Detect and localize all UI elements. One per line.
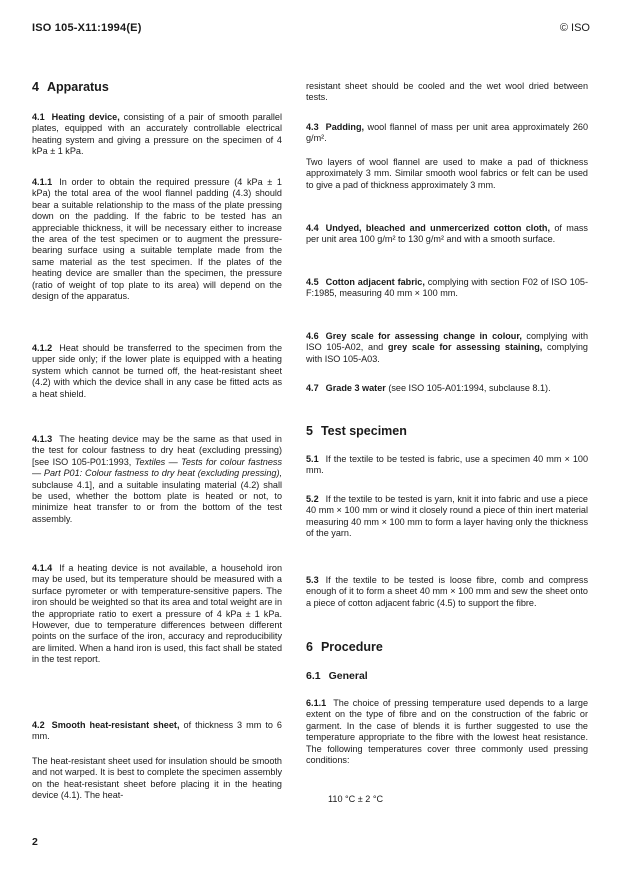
clause-6-1-1: 6.1.1 The choice of pressing temperature used depends to a large extent on the type of fibre and on the construction of the fabric or garment. In the case of blends it is further suggested to use the temperature appropriate to the fibre with the lowest heat resistance. The following temperatures cover three commonly used pressing conditions: [306, 698, 588, 766]
clause-4-1: 4.1 Heating device, consisting of a pair of smooth parallel plates, equipped with an accurately controllable electrical heating system and giving a pressure on the specimen of 4 kPa ± 1 kPa. [32, 112, 282, 157]
copyright-notice: © ISO [559, 22, 590, 34]
clause-4-1-2: 4.1.2 Heat should be transferred to the specimen from the upper side only; if the lower plate is equipped with a heating system which cannot be turned off, the heat-resistant sheet (4.2) with which the device shall in any case be fitted acts as a heat shield. [32, 343, 282, 399]
clause-5-2: 5.2 If the textile to be tested is yarn, knit it into fabric and use a piece 40 mm × 100 mm or wind it closely round a piece of thin inert material measuring 40 mm × 100 mm to form a layer having only the thickness of the yarn. [306, 494, 588, 539]
clause-4-6: 4.6 Grey scale for assessing change in colour, complying with ISO 105-A02, and grey scale for assessing staining, complying with ISO 105-A03. [306, 331, 589, 364]
section-5-heading: 5 Test specimen [306, 424, 407, 438]
clause-4-1-3: 4.1.3 The heating device may be the same as that used in the test for colour fastness to dry heat (excluding pressing) [see ISO 105-P01:1993, Textiles — Tests for colour fastness — Part P01: Colour fastness to dry heat (excluding pressing), subclause 4.1], and a suitable insulating material (4.2) shall be used, whether the bottom plate is heated or not, to minimize heat transfer to or from the bottom of the test assembly. [32, 434, 282, 524]
clause-4-7: 4.7 Grade 3 water (see ISO 105-A01:1994, subclause 8.1). [306, 383, 551, 393]
clause-5-1: 5.1 If the textile to be tested is fabric, use a specimen 40 mm × 100 mm. [306, 454, 588, 476]
section-6-heading: 6 Procedure [306, 640, 383, 654]
clause-4-2-body: The heat-resistant sheet used for insulation should be smooth and not warped. It is best to complete the specimen assembly on the heat-resistant sheet before placing it in the heating device (4.1). The heat- [32, 756, 282, 801]
clause-4-3-body: Two layers of wool flannel are used to make a pad of thickness approximately 3 mm. Similar smooth wool fabrics or felt can be used to give a pad of thickness approximately 3 mm. [306, 157, 588, 190]
section-6-1-heading: 6.1 General [306, 670, 368, 682]
temperature-option-1: 110 °C ± 2 °C [328, 794, 384, 804]
clause-4-1-4: 4.1.4 If a heating device is not available, a household iron may be used, but its temperature should be measured with a surface pyrometer or with temperature-sensitive papers. The iron should be weighted so that its area and total weight are in the appropriate ratio to exert a pressure of 4 kPa ± 1 kPa. However, due to temperature differences between different points on the surface of the iron, accuracy and reproducibility are limited. When a hand iron is used, this fact shall be stated in the test report. [32, 563, 282, 665]
clause-4-4: 4.4 Undyed, bleached and unmercerized cotton cloth, of mass per unit area 100 g/m² to 130 g/m² and with a smooth surface. [306, 223, 588, 245]
section-4-heading: 4 Apparatus [32, 80, 109, 94]
clause-4-2-continuation: resistant sheet should be cooled and the wet wool dried between tests. [306, 81, 588, 103]
standard-designation: ISO 105-X11:1994(E) [32, 22, 142, 34]
clause-4-2: 4.2 Smooth heat-resistant sheet, of thickness 3 mm to 6 mm. [32, 720, 282, 742]
clause-5-3: 5.3 If the textile to be tested is loose fibre, comb and compress enough of it to form a sheet 40 mm × 100 mm and sew the sheet onto a piece of cotton adjacent fabric (4.5) to support the fibre. [306, 575, 588, 608]
clause-4-1-1: 4.1.1 In order to obtain the required pressure (4 kPa ± 1 kPa) the total area of the wool flannel padding (4.3) should bear a suitable relationship to the mass of the plate pressing down on the padding. If the fabric to be tested has an appreciable thickness, it will be necessary either to increase the area of the test specimen or to augment the pressure-bearing surface using a suitable template made from the same material as the test specimen. If the plates of the heating device are smaller than the specimen, the pressure (ratio of weight of top plate to its area) will depend on the design of the apparatus. [32, 177, 282, 302]
page-number: 2 [32, 836, 38, 848]
clause-4-3: 4.3 Padding, wool flannel of mass per unit area approximately 260 g/m². [306, 122, 588, 144]
clause-4-5: 4.5 Cotton adjacent fabric, complying with section F02 of ISO 105-F:1985, measuring 40 mm × 100 mm. [306, 277, 588, 299]
